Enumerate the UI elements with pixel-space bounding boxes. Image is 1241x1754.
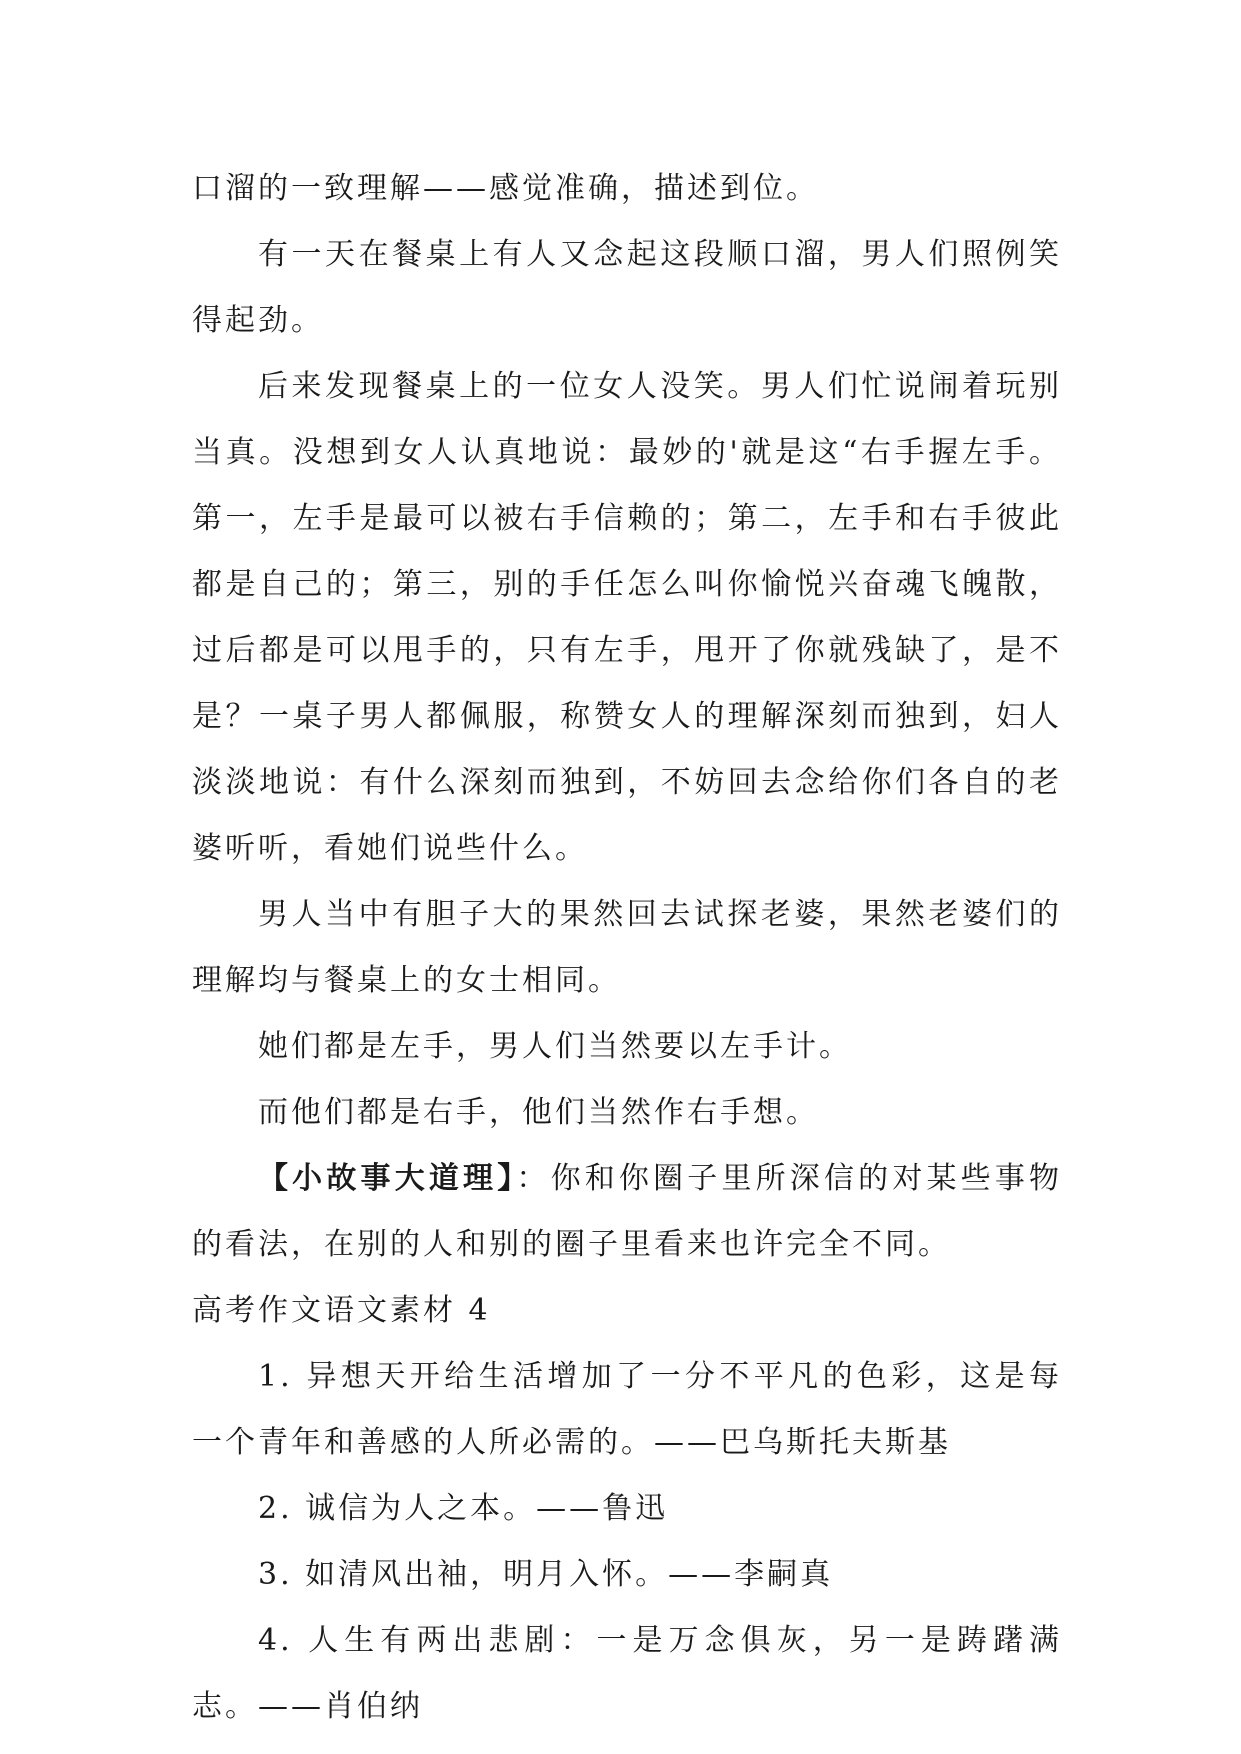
moral-label: 【小故事大道理】 (258, 1161, 517, 1196)
quote-2: 2. 诚信为人之本。——鲁迅 (258, 1491, 669, 1526)
quote-4: 4. 人生有两出悲剧：一是万念俱灰，另一是踌躇满志。——肖伯纳 (192, 1623, 1062, 1724)
document-body (192, 156, 1062, 1740)
quote-1: 1. 异想天开给生活增加了一分不平凡的色彩，这是每一个青年和善感的人所必需的。——巴乌斯托夫斯基 (192, 1359, 1062, 1460)
paragraph-3: 后来发现餐桌上的一位女人没笑。男人们忙说闹着玩别当真。没想到女人认真地说：最妙的'就是这“右手握左手。第一，左手是最可以被右手信赖的；第二，左手和右手彼此都是自己的；第三，别的手任怎么叫你愉悦兴奋魂飞魄散，过后都是可以甩手的，只有左手，甩开了你就残缺了，是不是？一桌子男人都佩服，称赞女人的理解深刻而独到，妇人淡淡地说：有什么深刻而独到，不妨回去念给你们各自的老婆听听，看她们说些什么。 (192, 369, 1062, 866)
paragraph-4: 男人当中有胆子大的果然回去试探老婆，果然老婆们的理解均与餐桌上的女士相同。 (192, 897, 1062, 998)
paragraph-5: 她们都是左手，男人们当然要以左手计。 (258, 1029, 852, 1064)
section-title: 高考作文语文素材 4 (192, 1293, 491, 1328)
moral-text: ：你和你圈子里所深信的对某些事物的看法，在别的人和别的圈子里看来也许完全不同。 (192, 1161, 1063, 1262)
paragraph-2: 有一天在餐桌上有人又念起这段顺口溜，男人们照例笑得起劲。 (192, 237, 1062, 338)
paragraph-6: 而他们都是右手，他们当然作右手想。 (258, 1095, 819, 1130)
quote-3: 3. 如清风出袖，明月入怀。——李嗣真 (258, 1557, 834, 1592)
moral-paragraph (192, 1146, 1062, 1278)
paragraph-1: 口溜的一致理解——感觉准确，描述到位。 (192, 171, 819, 206)
